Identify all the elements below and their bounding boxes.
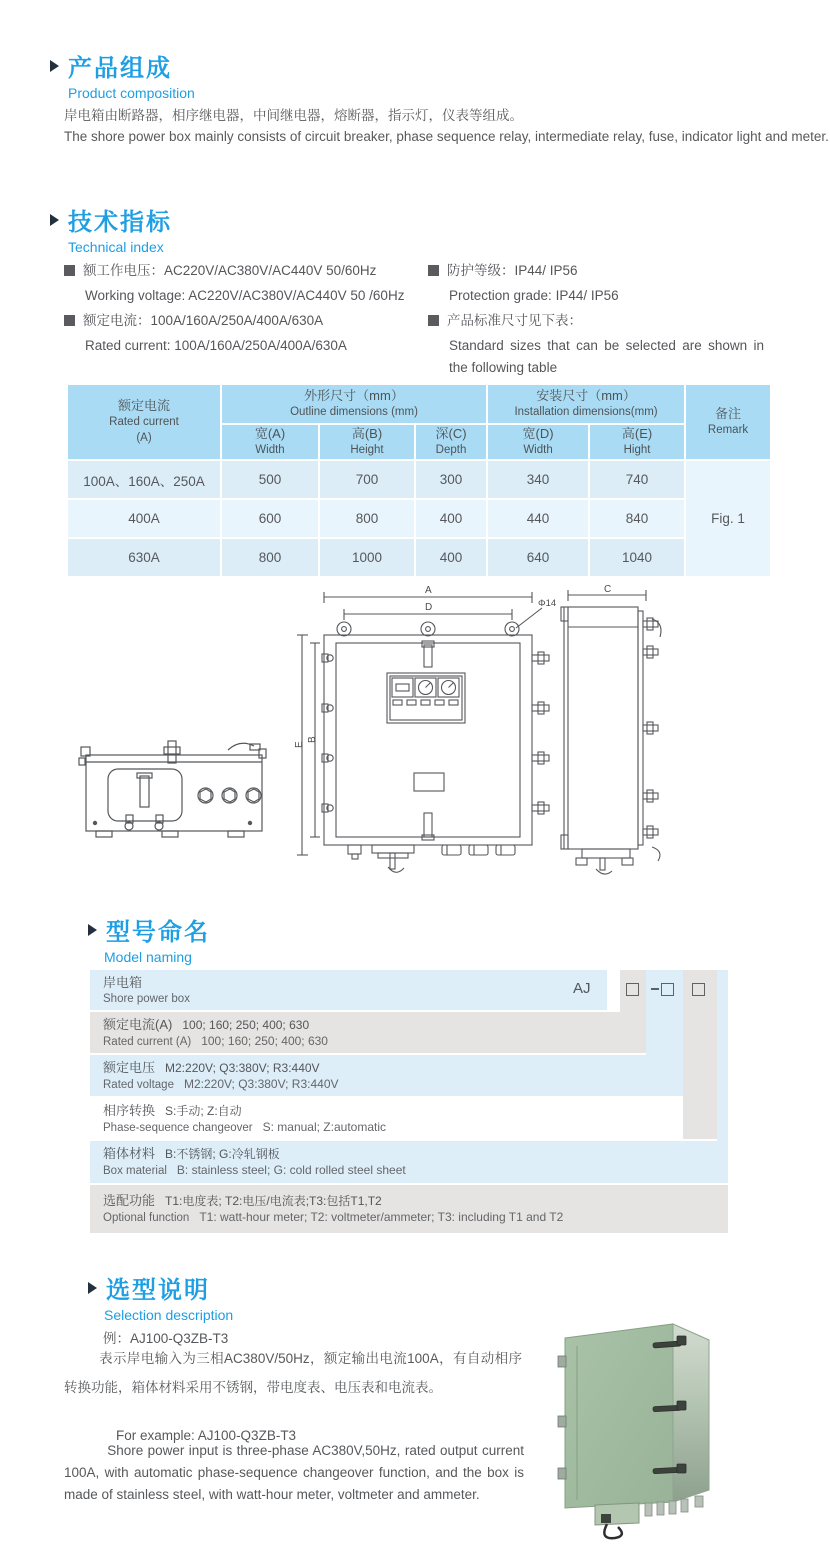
bullet-square-icon bbox=[428, 265, 439, 276]
composition-body-zh: 岸电箱由断路器，相序继电器，中间继电器，熔断器，指示灯，仪表等组成。 bbox=[64, 108, 523, 123]
table-row bbox=[68, 539, 770, 576]
cell-value: 640 bbox=[488, 539, 588, 576]
spec-list bbox=[64, 258, 764, 379]
cell-value: 500 bbox=[222, 461, 318, 498]
cell-value: 300 bbox=[416, 461, 486, 498]
cell-current: 400A bbox=[68, 500, 220, 537]
drawing-side-view bbox=[548, 583, 738, 883]
spec-col-right bbox=[428, 258, 764, 379]
table-header-outline: 外形尺寸（mm） Outline dimensions (mm) bbox=[222, 385, 486, 423]
model-code-prefix: AJ bbox=[573, 980, 591, 997]
cell-value: 400 bbox=[416, 539, 486, 576]
cell-current: 630A bbox=[68, 539, 220, 576]
naming-row-optional-function: 选配功能 T1:电度表; T2:电压/电流表;T3:包括T1,T2 Optional function T1: watt-hour meter; T2: voltmeter/ammeter; T3: including T1 and T2 bbox=[90, 1185, 728, 1233]
section-arrow-icon bbox=[50, 60, 59, 72]
composition-title-zh: 产品组成 bbox=[68, 55, 172, 82]
dim-label-d: D bbox=[425, 602, 433, 613]
dash-icon bbox=[651, 988, 659, 990]
section-arrow-icon bbox=[88, 924, 97, 936]
naming-row-rated-voltage: 额定电压 M2:220V; Q3:380V; R3:440V Rated voltage M2:220V; Q3:380V; R3:440V bbox=[90, 1055, 683, 1096]
spec-sizes-en: Standard sizes that can be selected are shown in the following table bbox=[449, 338, 764, 375]
selection-example-zh: 例：AJ100-Q3ZB-T3 bbox=[103, 1331, 229, 1346]
dim-label-hole: Φ14 bbox=[538, 598, 557, 609]
bullet-square-icon bbox=[64, 315, 75, 326]
cell-value: 440 bbox=[488, 500, 588, 537]
cell-value: 840 bbox=[590, 500, 684, 537]
table-subheader-hight-e: 高(E) Hight bbox=[590, 425, 684, 459]
bullet-square-icon bbox=[64, 265, 75, 276]
selection-example-en: For example: AJ100-Q3ZB-T3 bbox=[116, 1428, 297, 1443]
cell-value: 400 bbox=[416, 500, 486, 537]
table-header-installation: 安装尺寸（mm） Installation dimensions(mm) bbox=[488, 385, 684, 423]
naming-row-phase-sequence: 相序转换 S:手动; Z:自动 Phase-sequence changeover S: manual; Z:automatic bbox=[103, 1103, 386, 1134]
section-arrow-icon bbox=[88, 1282, 97, 1294]
spec-voltage-zh: 额工作电压：AC220V/AC380V/AC440V 50/60Hz bbox=[64, 258, 428, 283]
code-slot-1 bbox=[626, 983, 639, 996]
dim-label-c: C bbox=[604, 584, 612, 595]
spec-current-zh: 额定电流：100A/160A/250A/400A/630A bbox=[64, 308, 428, 333]
naming-title-en: Model naming bbox=[104, 949, 192, 965]
table-header-remark: 备注 Remark bbox=[686, 385, 770, 459]
bullet-square-icon bbox=[428, 315, 439, 326]
selection-title-en: Selection description bbox=[104, 1307, 234, 1323]
dim-label-a: A bbox=[425, 585, 432, 596]
spec-col-left bbox=[64, 258, 428, 379]
cell-value: 800 bbox=[320, 500, 414, 537]
selection-title-zh: 选型说明 bbox=[106, 1277, 210, 1304]
table-subheader-depth-c: 深(C) Depth bbox=[416, 425, 486, 459]
composition-title-en: Product composition bbox=[68, 85, 195, 101]
code-slot-2 bbox=[651, 983, 674, 1001]
dim-label-e: E bbox=[294, 741, 305, 748]
drawing-front-view bbox=[292, 583, 568, 883]
table-subheader-height-b: 高(B) Height bbox=[320, 425, 414, 459]
cell-current: 100A、160A、250A bbox=[68, 461, 220, 498]
section-technical-heading bbox=[50, 202, 172, 255]
section-arrow-icon bbox=[50, 214, 59, 226]
spec-protection-en: Protection grade: IP44/ IP56 bbox=[449, 288, 619, 303]
table-row bbox=[68, 500, 770, 537]
spec-protection-zh: 防护等级：IP44/ IP56 bbox=[428, 258, 764, 283]
dim-label-b: B bbox=[307, 736, 318, 743]
section-naming-heading bbox=[88, 912, 210, 965]
technical-title-zh: 技术指标 bbox=[68, 209, 172, 236]
technical-title-en: Technical index bbox=[68, 239, 164, 255]
table-row bbox=[68, 461, 770, 498]
cell-value: 800 bbox=[222, 539, 318, 576]
table-subheader-width-d: 宽(D) Width bbox=[488, 425, 588, 459]
spec-voltage-en: Working voltage: AC220V/AC380V/AC440V 50 /60Hz bbox=[85, 288, 405, 303]
cell-value: 700 bbox=[320, 461, 414, 498]
cell-value: 740 bbox=[590, 461, 684, 498]
cell-value: 1000 bbox=[320, 539, 414, 576]
section-selection-heading bbox=[88, 1270, 233, 1323]
cell-remark-fig: Fig. 1 bbox=[686, 461, 770, 576]
naming-row-shore-power-box: 岸电箱 Shore power box bbox=[90, 970, 607, 1010]
cell-value: 600 bbox=[222, 500, 318, 537]
selection-desc-zh: 表示岸电输入为三相AC380V/50Hz，额定输出电流100A，有自动相序转换功能，箱体材料采用不锈钢，带电度表、电压表和电流表。 bbox=[64, 1351, 522, 1395]
spec-sizes-zh: 产品标准尺寸见下表： bbox=[428, 308, 764, 333]
naming-row-box-material: 箱体材料 B:不锈钢; G:冷轧钢板 Box material B: stainless steel; G: cold rolled steel sheet bbox=[90, 1141, 723, 1183]
spec-current-en: Rated current: 100A/160A/250A/400A/630A bbox=[85, 338, 347, 353]
product-photo bbox=[545, 1298, 801, 1560]
selection-desc-en: Shore power input is three-phase AC380V,50Hz, rated output current 100A, with automatic phase-sequence changeover function, and the box is made of stainless steel, with watt-hour meter, voltmeter and ammeter. bbox=[64, 1443, 524, 1502]
cell-value: 1040 bbox=[590, 539, 684, 576]
section-composition-heading bbox=[50, 48, 195, 101]
drawing-bottom-view bbox=[78, 735, 274, 853]
table-subheader-width-a: 宽(A) Width bbox=[222, 425, 318, 459]
naming-title-zh: 型号命名 bbox=[106, 919, 210, 946]
cell-value: 340 bbox=[488, 461, 588, 498]
composition-body-en: The shore power box mainly consists of circuit breaker, phase sequence relay, intermediate relay, fuse, indicator light and meter. bbox=[64, 129, 829, 144]
code-slot-3 bbox=[692, 983, 705, 996]
table-header-rated-current: 额定电流 Rated current (A) bbox=[68, 385, 220, 459]
dimensions-table bbox=[66, 383, 772, 578]
model-naming-diagram bbox=[90, 970, 732, 1236]
naming-row-rated-current: 额定电流(A) 100; 160; 250; 400; 630 Rated current (A) 100; 160; 250; 400; 630 bbox=[90, 1012, 646, 1053]
